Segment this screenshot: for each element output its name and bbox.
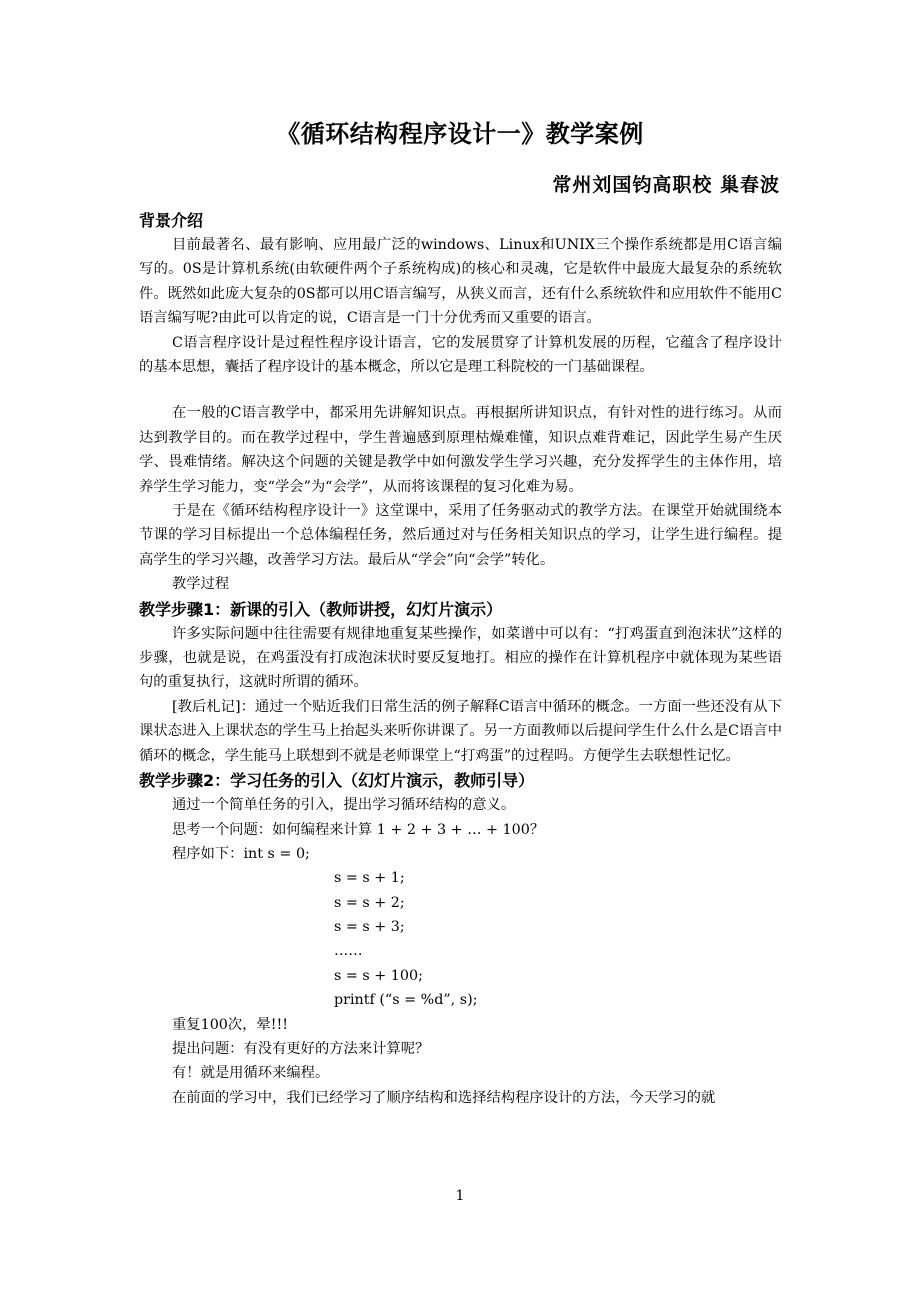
code-line: …… bbox=[334, 943, 363, 960]
background-heading: 背景介绍 bbox=[139, 211, 204, 230]
step1-heading: 教学步骤1：新课的引入（教师讲授，幻灯片演示） bbox=[139, 599, 503, 619]
code-line: s = s + 100; bbox=[334, 967, 423, 984]
program-first-line: 程序如下：int s = 0; bbox=[172, 845, 310, 862]
author-line: 常州刘国钧高职校 巢春波 bbox=[552, 174, 780, 196]
step2-heading: 教学步骤2：学习任务的引入（幻灯片演示，教师引导） bbox=[139, 771, 535, 791]
code-line: s = s + 2; bbox=[334, 894, 405, 911]
code-line: printf (“s = %d”, s); bbox=[334, 992, 478, 1009]
page-number: 1 bbox=[455, 1188, 465, 1204]
step1-notes-paragraph: [教后札记]：通过一个贴近我们日常生活的例子解释C语言中循环的概念。一方面一些还没有从下课状态进入上课状态的学生马上抬起头来听你讲课了。另一方面教师以后提问学生什么什么是C语言中循环的概念，学生能马上联想到不就是老师课堂上“打鸡蛋”的过程吗。方便学生去联想性记忆。 bbox=[139, 698, 782, 764]
step1-paragraph: 许多实际问题中往往需要有规律地重复某些操作，如菜谱中可以有：“打鸡蛋直到泡沫状”这样的步骤，也就是说，在鸡蛋没有打成泡沫状时要反复地打。相应的操作在计算机程序中就体现为某些语句的重复执行，这就时所谓的循环。 bbox=[139, 625, 782, 691]
background-paragraph: 于是在《循环结构程序设计一》这堂课中，采用了任务驱动式的教学方法。在课堂开始就围绕本节课的学习目标提出一个总体编程任务，然后通过对与任务相关知识点的学习，让学生进行编程。提高学生的学习兴趣，改善学习方法。最后从“学会”向“会学”转化。 bbox=[139, 503, 782, 568]
step2-text-line: 提出问题：有没有更好的方法来计算呢？ bbox=[172, 1041, 430, 1058]
step2-text-line: 重复100次，晕!!! bbox=[172, 1016, 289, 1033]
step2-text-line: 在前面的学习中，我们已经学习了顺序结构和选择结构程序设计的方法，今天学习的就 bbox=[172, 1089, 716, 1106]
code-line: s = s + 3; bbox=[334, 919, 405, 936]
process-label: 教学过程 bbox=[172, 576, 230, 593]
code-line: s = s + 1; bbox=[334, 870, 405, 887]
document-title: 《循环结构程序设计一》教学案例 bbox=[276, 120, 644, 148]
step2-intro: 通过一个简单任务的引入，提出学习循环结构的意义。 bbox=[172, 797, 516, 814]
step2-text-line: 有！就是用循环来编程。 bbox=[172, 1065, 330, 1082]
document-body bbox=[139, 208, 782, 1110]
background-paragraph: 目前最著名、最有影响、应用最广泛的windows、Linux和UNIX三个操作系统都是用C语言编写的。0S是计算机系统(由软硬件两个子系统构成)的核心和灵魂，它是软件中最庞大最复杂的系统软件。既然如此庞大复杂的0S都可以用C语言编写，从狭义而言，还有什么系统软件和应用软件不能用C语言编写呢?由此可以肯定的说，C语言是一门十分优秀而又重要的语言。 bbox=[139, 237, 782, 327]
background-paragraph: 在一般的C语言教学中，都采用先讲解知识点。再根据所讲知识点，有针对性的进行练习。从而达到教学目的。而在教学过程中，学生普遍感到原理枯燥难懂，知识点难背难记，因此学生易产生厌学、畏难情绪。解决这个问题的关键是教学中如何激发学生学习兴趣，充分发挥学生的主体作用，培养学生学习能力，变“学会”为“会学”，从而将该课程的复习化难为易。 bbox=[139, 405, 782, 495]
background-paragraph: C语言程序设计是过程性程序设计语言，它的发展贯穿了计算机发展的历程，它蕴含了程序设计的基本思想，囊括了程序设计的基本概念，所以它是理工科院校的一门基础课程。 bbox=[139, 334, 782, 376]
step2-question: 思考一个问题：如何编程来计算 1 + 2 + 3 + … + 100？ bbox=[172, 821, 545, 838]
paragraph-gap bbox=[139, 379, 782, 401]
